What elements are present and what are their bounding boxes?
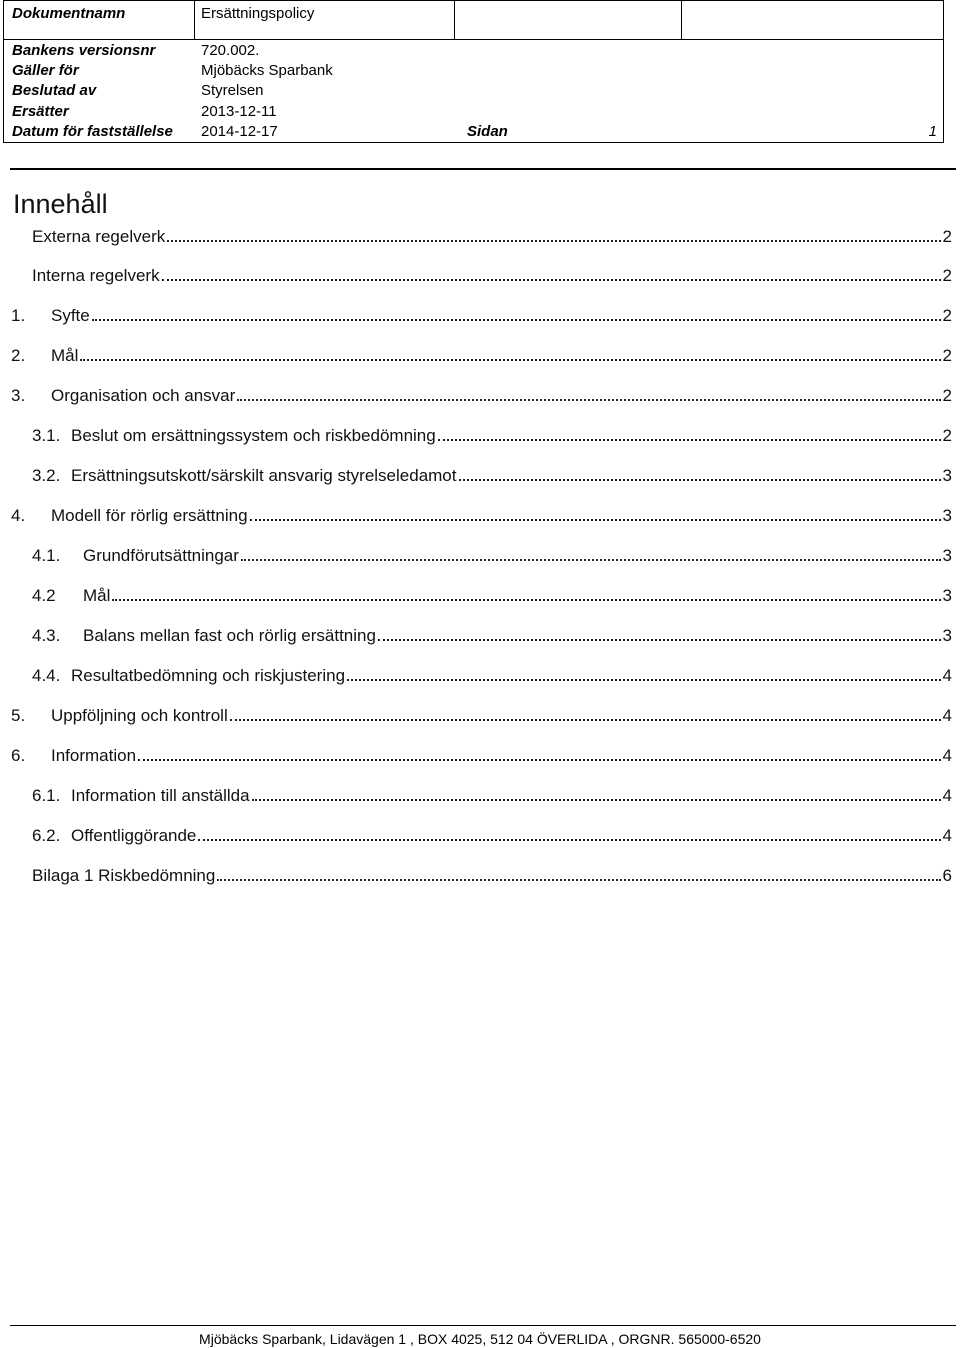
footer-rule bbox=[10, 1325, 956, 1326]
toc-dot-leader bbox=[241, 545, 941, 561]
toc-entry-title: Resultatbedömning och riskjustering bbox=[71, 666, 346, 685]
toc-entry-page: 2 bbox=[942, 426, 952, 445]
header-divider bbox=[4, 39, 943, 40]
toc-entry-number: 6. bbox=[11, 746, 26, 765]
toc-entry-title: Grundförutsättningar bbox=[83, 546, 239, 565]
toc-entry-page: 4 bbox=[942, 706, 952, 725]
toc-dot-leader bbox=[230, 705, 941, 721]
header-rule bbox=[10, 168, 956, 170]
header-divider bbox=[194, 1, 195, 39]
toc-dot-leader bbox=[378, 625, 941, 641]
toc-entry-page: 2 bbox=[942, 346, 952, 365]
toc-dot-leader bbox=[92, 305, 941, 321]
toc-title: Innehåll bbox=[13, 189, 108, 219]
toc-entry-number: 3.2. bbox=[32, 466, 61, 485]
header-value-decided-by: Styrelsen bbox=[201, 82, 264, 99]
toc-entry[interactable] bbox=[11, 345, 952, 367]
toc-entry-number: 4.4. bbox=[32, 666, 61, 685]
toc-dot-leader bbox=[198, 825, 940, 841]
header-label-decided-by: Beslutad av bbox=[12, 82, 97, 99]
toc-entry[interactable] bbox=[32, 785, 952, 807]
toc-dot-leader bbox=[237, 385, 940, 401]
toc-dot-leader bbox=[250, 505, 941, 521]
toc-entry-title: Information till anställda bbox=[71, 786, 250, 805]
toc-entry[interactable] bbox=[32, 265, 952, 287]
toc-entry-page: 6 bbox=[942, 866, 952, 885]
toc-entry-page: 3 bbox=[942, 586, 952, 605]
toc-entry-number: 2. bbox=[11, 346, 26, 365]
toc-entry-page: 2 bbox=[942, 227, 952, 246]
toc-dot-leader bbox=[459, 465, 941, 481]
toc-dot-leader bbox=[162, 265, 941, 281]
header-divider bbox=[681, 1, 682, 39]
header-value-adoption-date: 2014-12-17 bbox=[201, 123, 278, 140]
toc-entry-page: 4 bbox=[942, 746, 952, 765]
toc-dot-leader bbox=[167, 226, 940, 242]
toc-dot-leader bbox=[80, 345, 940, 361]
toc-entry[interactable] bbox=[32, 825, 952, 847]
toc-entry[interactable] bbox=[11, 305, 952, 327]
toc-entry-page: 2 bbox=[942, 266, 952, 285]
header-label-version: Bankens versionsnr bbox=[12, 42, 156, 59]
page-footer: Mjöbäcks Sparbank, Lidavägen 1 , BOX 4025, 512 04 ÖVERLIDA , ORGNR. 565000-6520 bbox=[199, 1331, 761, 1347]
toc-entry[interactable] bbox=[32, 465, 952, 487]
toc-dot-leader bbox=[438, 425, 941, 441]
toc-entry-title: Beslut om ersättningssystem och riskbedömning bbox=[71, 426, 436, 445]
toc-entry-title: Offentliggörande bbox=[71, 826, 197, 845]
toc-entry-number: 5. bbox=[11, 706, 26, 725]
toc-entry-title: Modell för rörlig ersättning bbox=[51, 506, 248, 525]
toc-entry-page: 4 bbox=[942, 666, 952, 685]
toc-entry-title: Syfte bbox=[51, 306, 90, 325]
toc-entry-title: Information bbox=[51, 746, 137, 765]
header-page-label: Sidan bbox=[467, 123, 508, 140]
toc-entry-number: 4. bbox=[11, 506, 26, 525]
toc-entry-title: Bilaga 1 Riskbedömning bbox=[32, 866, 216, 885]
toc-entry-number: 3.1. bbox=[32, 426, 61, 445]
toc-entry[interactable] bbox=[32, 865, 952, 887]
toc-entry-title: Uppföljning och kontroll bbox=[51, 706, 228, 725]
header-value-applies-to: Mjöbäcks Sparbank bbox=[201, 62, 333, 79]
toc-dot-leader bbox=[112, 585, 940, 601]
toc-entry-page: 2 bbox=[942, 306, 952, 325]
toc-entry[interactable] bbox=[11, 505, 952, 527]
header-value-document-name: Ersättningspolicy bbox=[201, 5, 315, 22]
toc-entry[interactable] bbox=[32, 625, 952, 647]
toc-dot-leader bbox=[217, 865, 940, 881]
toc-dot-leader bbox=[252, 785, 941, 801]
document-header-table bbox=[3, 0, 944, 143]
toc-entry-number: 3. bbox=[11, 386, 26, 405]
header-label-adoption-date: Datum för fastställelse bbox=[12, 123, 173, 140]
toc-dot-leader bbox=[138, 745, 940, 761]
header-value-replaces: 2013-12-11 bbox=[201, 103, 277, 120]
toc-entry[interactable] bbox=[11, 705, 952, 727]
toc-entry[interactable] bbox=[32, 665, 952, 687]
header-divider bbox=[454, 1, 455, 39]
toc-entry-number: 1. bbox=[11, 306, 26, 325]
toc-entry[interactable] bbox=[32, 425, 952, 447]
toc-entry-number: 6.2. bbox=[32, 826, 61, 845]
toc-entry-title: Mål bbox=[83, 586, 111, 605]
header-label-document-name: Dokumentnamn bbox=[12, 5, 126, 22]
toc-entry-number: 4.3. bbox=[32, 626, 61, 645]
toc-dot-leader bbox=[347, 665, 940, 681]
toc-entry-page: 3 bbox=[942, 626, 952, 645]
toc-entry-page: 3 bbox=[942, 466, 952, 485]
toc-entry[interactable] bbox=[32, 545, 952, 567]
toc-entry[interactable] bbox=[32, 226, 952, 248]
header-page-number: 1 bbox=[928, 123, 937, 140]
toc-entry-page: 4 bbox=[942, 826, 952, 845]
toc-entry-number: 6.1. bbox=[32, 786, 61, 805]
toc-entry[interactable] bbox=[11, 385, 952, 407]
toc-entry-title: Externa regelverk bbox=[32, 227, 166, 246]
toc-entry-page: 2 bbox=[942, 386, 952, 405]
header-label-replaces: Ersätter bbox=[12, 103, 69, 120]
toc-entry[interactable] bbox=[32, 585, 952, 607]
toc-entry-title: Interna regelverk bbox=[32, 266, 160, 285]
toc-entry[interactable] bbox=[11, 745, 952, 767]
toc-entry-title: Mål bbox=[51, 346, 79, 365]
toc-entry-page: 3 bbox=[942, 546, 952, 565]
toc-entry-page: 3 bbox=[942, 506, 952, 525]
toc-entry-title: Ersättningsutskott/särskilt ansvarig styrelseledamot bbox=[71, 466, 457, 485]
header-label-applies-to: Gäller för bbox=[12, 62, 79, 79]
toc-entry-title: Organisation och ansvar bbox=[51, 386, 236, 405]
toc-entry-page: 4 bbox=[942, 786, 952, 805]
header-value-version: 720.002. bbox=[201, 42, 260, 59]
toc-entry-number: 4.2 bbox=[32, 586, 56, 605]
toc-entry-number: 4.1. bbox=[32, 546, 61, 565]
toc-entry-title: Balans mellan fast och rörlig ersättning bbox=[83, 626, 376, 645]
